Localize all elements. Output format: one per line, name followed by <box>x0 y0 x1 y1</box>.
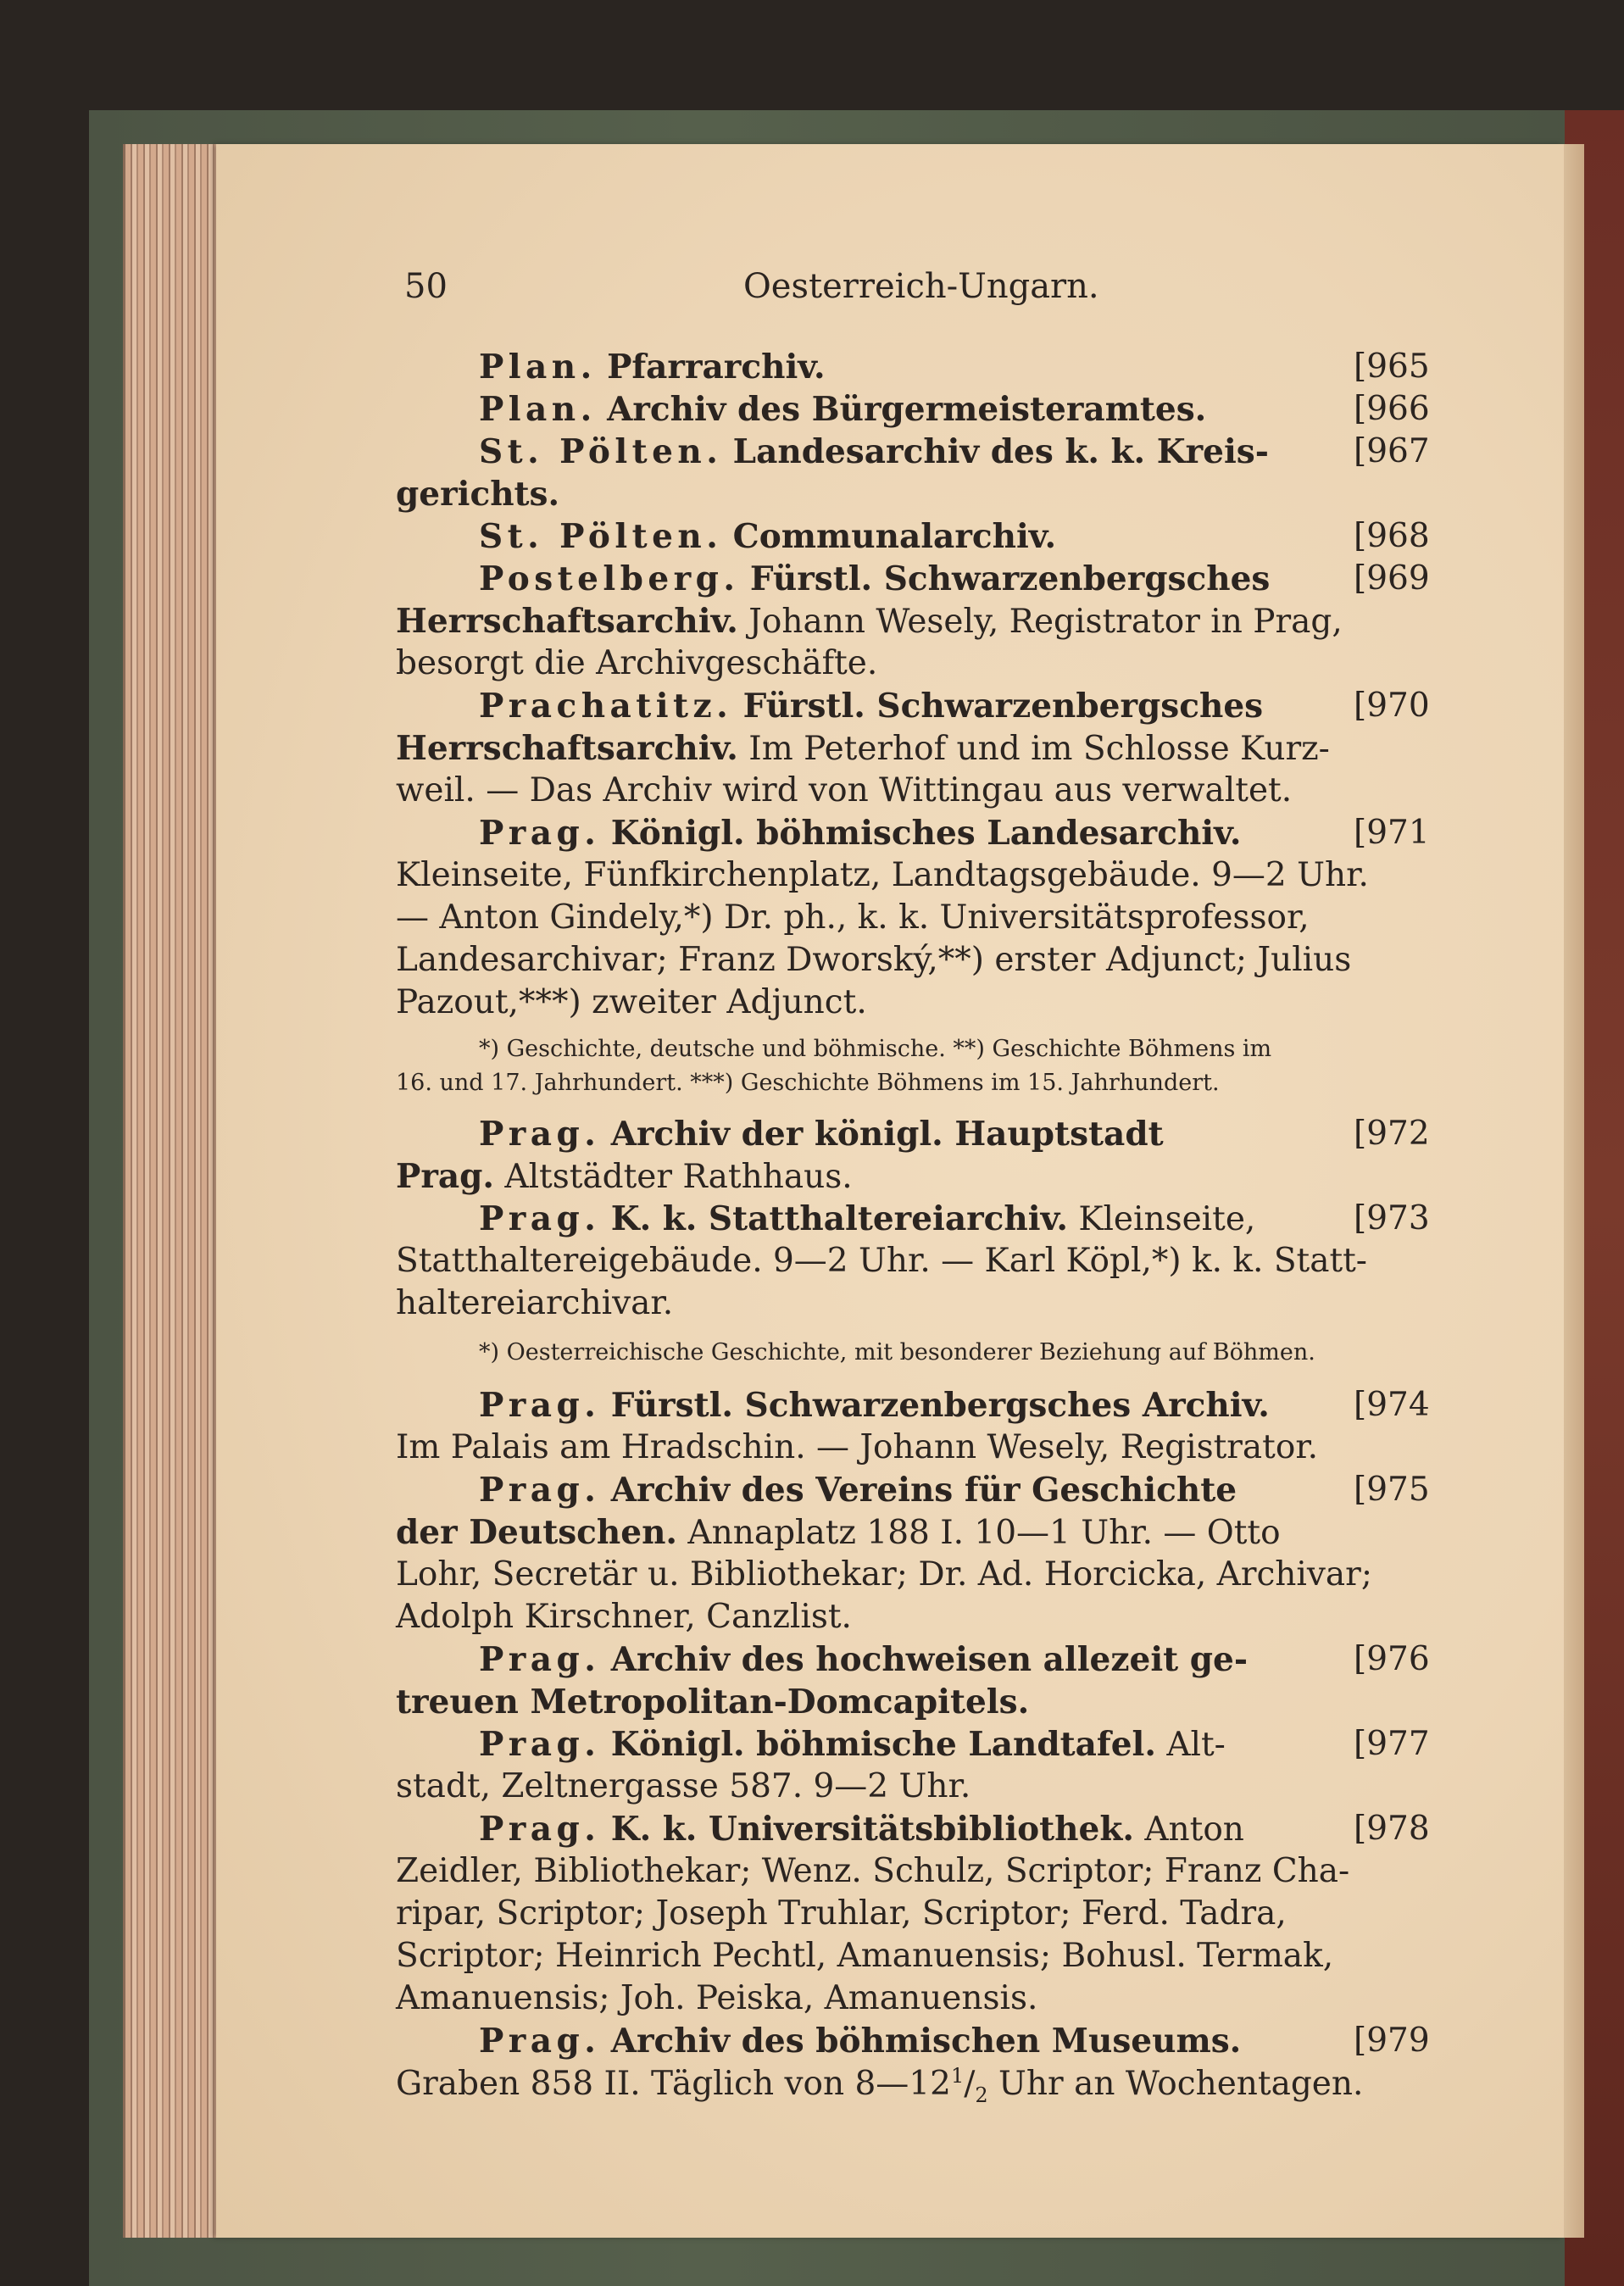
text-line: Pazout,***) zweiter Adjunct. <box>396 983 867 1021</box>
place-name: Prag. <box>479 1199 601 1238</box>
text-line: Statthaltereigebäude. 9—2 Uhr. — Karl Köpl,*) k. k. Statt- <box>396 1242 1367 1280</box>
running-title: Oesterreich-Ungarn. <box>743 267 1099 306</box>
text-line <box>396 1513 1281 1552</box>
entry-text: Annaplatz 188 I. 10—1 Uhr. — Otto <box>687 1514 1281 1552</box>
archive-name: der Deutschen. <box>396 1513 678 1552</box>
text-line: Adolph Kirschner, Canzlist. <box>396 1598 852 1636</box>
text-line: Im Palais am Hradschin. — Johann Wesely, Registrator. <box>396 1428 1319 1466</box>
text-line <box>396 602 1343 641</box>
entry-973-heading <box>479 1199 1255 1238</box>
archive-name: K. k. Universitätsbibliothek. <box>610 1810 1134 1849</box>
archive-name: Archiv des böhmischen Museums. <box>610 2022 1242 2061</box>
archive-name: Herrschaftsarchiv. <box>396 729 738 768</box>
text-line: besorgt die Archivgeschäfte. <box>396 644 878 682</box>
archive-name: Pfarrarchiv. <box>607 348 826 387</box>
text-line: Kleinseite, Fünfkirchenplatz, Landtagsgebäude. 9—2 Uhr. <box>396 856 1369 894</box>
text-line: Zeidler, Bibliothekar; Wenz. Schulz, Scriptor; Franz Cha- <box>396 1852 1350 1890</box>
footnote: *) Oesterreichische Geschichte, mit besonderer Beziehung auf Böhmen. <box>479 1339 1315 1365</box>
archive-name: K. k. Statthaltereiarchiv. <box>610 1199 1068 1238</box>
text-line: stadt, Zeltnergasse 587. 9—2 Uhr. <box>396 1767 971 1805</box>
entry-979-heading <box>479 2022 1241 2061</box>
entry-977-heading <box>479 1725 1226 1764</box>
archive-name: Archiv des hochweisen allezeit ge- <box>610 1640 1249 1679</box>
entry-976-heading <box>479 1640 1248 1679</box>
text-line: Amanuensis; Joh. Peiska, Amanuensis. <box>396 1979 1038 2017</box>
text-line: Graben 858 II. Täglich von $8—12^1/_2$ Uhr an Wochentagen. <box>396 2064 1364 2107</box>
fraction-denominator: 2 <box>975 2083 988 2107</box>
entry-text: Johann Wesely, Registrator in Prag, <box>748 603 1343 641</box>
text-line: haltereiarchivar. <box>396 1284 674 1322</box>
entry-number: [978 <box>1354 1810 1430 1848</box>
archive-name: Königl. böhmisches Landesarchiv. <box>610 814 1242 853</box>
place-name: Postelberg. <box>479 559 740 598</box>
text-line: — Anton Gindely,*) Dr. ph., k. k. Universitätsprofessor, <box>396 898 1310 937</box>
entry-text: Graben 858 II. Täglich von 8—12 <box>396 2065 951 2103</box>
place-name: Prag. <box>479 1115 601 1154</box>
entry-text: Altstädter Rathhaus. <box>504 1158 853 1196</box>
entry-number: [973 <box>1354 1199 1430 1238</box>
place-name: Plan. <box>479 390 597 429</box>
place-name: St. Pölten. <box>479 432 723 471</box>
entry-978-heading <box>479 1810 1244 1849</box>
entry-967-heading <box>479 432 1269 471</box>
place-name: Plan. <box>479 348 597 387</box>
entry-number: [979 <box>1354 2022 1430 2060</box>
archive-name: Fürstl. Schwarzenbergsches Archiv. <box>610 1386 1270 1425</box>
entry-975-heading <box>479 1471 1237 1510</box>
page-number: 50 <box>404 267 448 306</box>
entry-966-heading <box>479 390 1206 429</box>
archive-name: Archiv des Vereins für Geschichte <box>610 1471 1237 1510</box>
footnote: 16. und 17. Jahrhundert. ***) Geschichte Böhmens im 15. Jahrhundert. <box>396 1070 1220 1096</box>
page-fore-edge <box>1564 144 1584 2238</box>
place-name: Prag. <box>479 1810 601 1849</box>
archive-name: Landesarchiv des k. k. Kreis- <box>732 432 1269 471</box>
text-line: weil. — Das Archiv wird von Wittingau aus verwaltet. <box>396 771 1293 809</box>
entry-number: [968 <box>1354 517 1430 555</box>
entry-974-heading <box>479 1386 1270 1425</box>
archive-name: Herrschaftsarchiv. <box>396 602 738 641</box>
entry-number: [972 <box>1354 1115 1430 1153</box>
archive-name: Archiv des Bürgermeisteramtes. <box>607 390 1207 429</box>
entry-number: [965 <box>1354 348 1430 386</box>
entry-968-heading <box>479 517 1056 556</box>
entry-number: [970 <box>1354 687 1430 725</box>
text-line: ripar, Scriptor; Joseph Truhlar, Scriptor; Ferd. Tadra, <box>396 1894 1287 1933</box>
entry-number: [975 <box>1354 1471 1430 1509</box>
text-line: Scriptor; Heinrich Pechtl, Amanuensis; Bohusl. Termak, <box>396 1937 1334 1975</box>
archive-name: Prag. <box>396 1157 494 1196</box>
entry-text: Im Peterhof und im Schlosse Kurz- <box>748 730 1330 768</box>
entry-972-heading <box>479 1115 1164 1154</box>
text-line: Landesarchivar; Franz Dworský,**) erster Adjunct; Julius <box>396 941 1352 979</box>
text-line: Lohr, Secretär u. Bibliothekar; Dr. Ad. Horcicka, Archivar; <box>396 1555 1372 1594</box>
entry-text: Kleinseite, <box>1078 1200 1256 1238</box>
place-name: Prachatitz. <box>479 687 733 726</box>
entry-number: [967 <box>1354 432 1430 470</box>
text-line: gerichts. <box>396 475 560 514</box>
entry-number: [966 <box>1354 390 1430 428</box>
fraction-numerator: 1 <box>950 2064 965 2088</box>
place-name: Prag. <box>479 2022 601 2061</box>
entry-number: [974 <box>1354 1386 1430 1424</box>
entry-text: Anton <box>1144 1810 1244 1849</box>
place-name: St. Pölten. <box>479 517 723 556</box>
place-name: Prag. <box>479 1386 601 1425</box>
place-name: Prag. <box>479 1640 601 1679</box>
footnote: *) Geschichte, deutsche und böhmische. **) Geschichte Böhmens im <box>479 1036 1272 1062</box>
page-edges <box>123 144 227 2238</box>
entry-965-heading <box>479 348 826 387</box>
archive-name: Archiv der königl. Hauptstadt <box>610 1115 1164 1154</box>
place-name: Prag. <box>479 814 601 853</box>
entry-971-heading <box>479 814 1241 853</box>
archive-name: Fürstl. Schwarzenbergsches <box>742 687 1264 726</box>
archive-name: Communalarchiv. <box>732 517 1057 556</box>
entry-970-heading <box>479 687 1263 726</box>
text-line <box>396 1157 853 1196</box>
entry-969-heading <box>479 559 1270 598</box>
place-name: Prag. <box>479 1725 601 1764</box>
entry-number: [977 <box>1354 1725 1430 1763</box>
entry-number: [971 <box>1354 814 1430 852</box>
entry-number: [976 <box>1354 1640 1430 1678</box>
entry-number: [969 <box>1354 559 1430 598</box>
entry-text: Alt- <box>1166 1726 1226 1764</box>
archive-name: Königl. böhmische Landtafel. <box>610 1725 1156 1764</box>
text-line <box>396 729 1330 768</box>
place-name: Prag. <box>479 1471 601 1510</box>
text-line: treuen Metropolitan-Domcapitels. <box>396 1683 1030 1721</box>
entry-text: Uhr an Wochentagen. <box>998 2065 1364 2103</box>
archive-name: Fürstl. Schwarzenbergsches <box>749 559 1271 598</box>
